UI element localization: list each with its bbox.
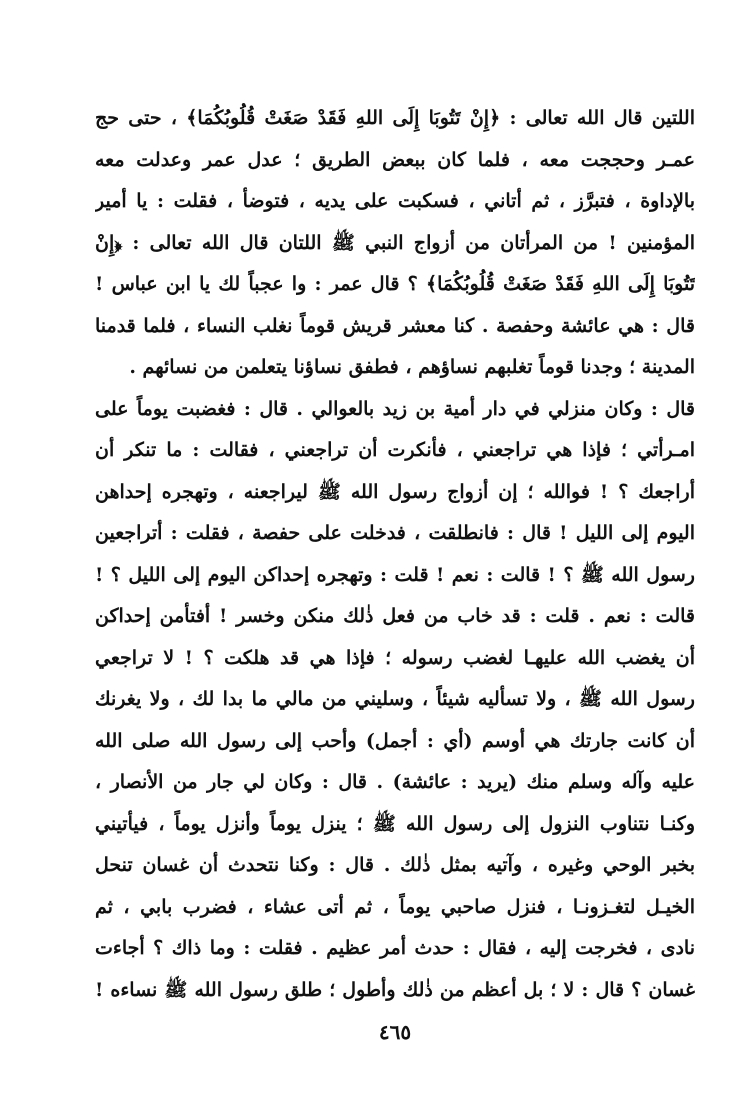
text-line: رسول الله ﷺ ؟ ! قالت : نعم ! قلت : وتهجره إحداكن اليوم إلى الليل ؟ !: [95, 563, 695, 586]
text-line: وكنـا نتناوب النزول إلى رسول الله ﷺ ؛ ينزل يوماً وأنزل يوماً ، فيأتيني: [95, 812, 695, 835]
text-line: قال : هي عائشة وحفصة . كنا معشر قريش قوماً نغلب النساء ، فلما قدمنا: [95, 314, 695, 337]
text-line: بخبر الوحي وغيره ، وآتيه بمثل ذٰلك . قال : وكنا نتحدث أن غسان تنحل: [95, 854, 695, 876]
text-line: أن كانت جارتك هي أوسم (أي : أجمل) وأحب إلى رسول الله صلى الله: [95, 729, 695, 752]
text-line: رسول الله ﷺ ، ولا تسأليه شيئاً ، وسليني من مالي ما بدا لك ، ولا يغرنك: [95, 688, 695, 710]
text-line: قالت : نعم . قلت : قد خاب من فعل ذٰلك منكن وخسر ! أفتأمن إحداكن: [95, 605, 695, 627]
text-line: نادى ، فخرجت إليه ، فقال : حدث أمر عظيم . فقلت : وما ذاك ؟ أجاءت: [95, 937, 695, 959]
text-line: بالإداوة ، فتبرَّز ، ثم أتاني ، فسكبت على يديه ، فتوضأ ، فقلت : يا أمير: [95, 190, 695, 212]
body-text: [95, 98, 695, 1011]
page: [95, 98, 695, 1098]
text-line: قال : وكان منزلي في دار أمية بن زيد بالعوالي . قال : فغضبت يوماً على: [95, 397, 695, 420]
text-line: امـرأتي ؛ فإذا هي تراجعني ، فأنكرت أن تراجعني ، فقالت : ما تنكر أن: [95, 439, 695, 461]
text-line: أراجعك ؟ ! فوالله ؛ إن أزواج رسول الله ﷺ ليراجعنه ، وتهجره إحداهن: [95, 480, 695, 503]
text-line: الخيـل لتغـزونـا ، فنزل صاحبي يوماً ، ثم أتى عشاء ، فضرب بابي ، ثم: [95, 895, 695, 918]
text-line: عمـر وحججت معه ، فلما كان ببعض الطريق ؛ عدل عمر وعدلت معه: [95, 148, 695, 171]
text-line: اللتين قال الله تعالى : ﴿إِنْ تَتُوبَا إِلَى اللهِ فَقَدْ صَغَتْ قُلُوبُكُمَا﴾ ، حتى حج: [95, 107, 695, 129]
text-line: غسان ؟ قال : لا ؛ بل أعظم من ذٰلك وأطول ؛ طلق رسول الله ﷺ نساءه !: [95, 978, 695, 1001]
text-line: تَتُوبَا إِلَى اللهِ فَقَدْ صَغَتْ قُلُوبُكُمَا﴾ ؟ قال عمر : وا عجباً لك يا ابن عباس !: [95, 273, 695, 295]
text-line: المدينة ؛ وجدنا قوماً تغلبهم نساؤهم ، فطفق نساؤنا يتعلمن من نسائهم .: [129, 356, 695, 378]
page-number: ٤٦٥: [378, 1020, 412, 1044]
text-line: المؤمنين ! من المرأتان من أزواج النبي ﷺ اللتان قال الله تعالى : ﴿إِنْ: [95, 231, 695, 254]
text-line: أن يغضب الله عليهـا لغضب رسوله ؛ فإذا هي قد هلكت ؟ ! لا تراجعي: [95, 646, 695, 669]
text-line: اليوم إلى الليل ! قال : فانطلقت ، فدخلت على حفصة ، فقلت : أتراجعين: [95, 522, 695, 544]
text-line: عليه وآله وسلم منك (يريد : عائشة) . قال : وكان لي جار من الأنصار ،: [95, 771, 695, 793]
